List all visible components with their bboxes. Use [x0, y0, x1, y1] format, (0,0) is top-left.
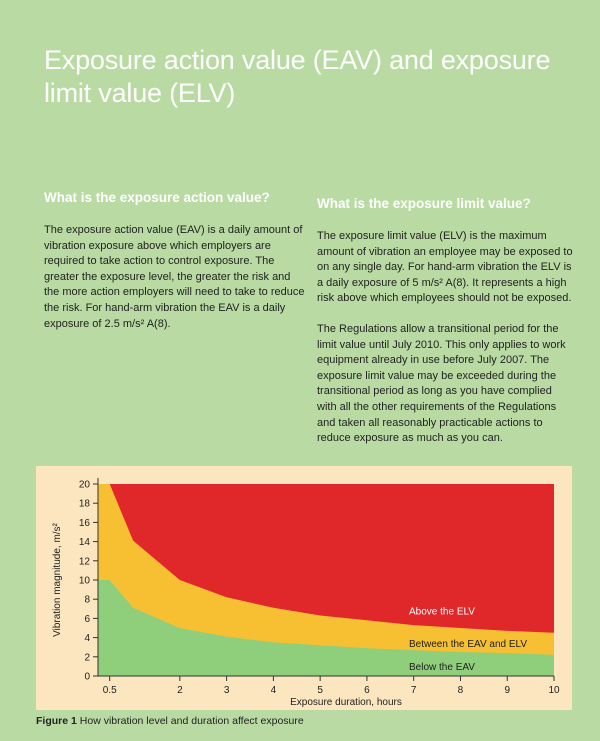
x-tick-label: 8: [457, 685, 464, 696]
y-tick-label: 14: [78, 537, 90, 549]
eav-paragraph: The exposure action value (EAV) is a daily amount of vibration exposure above which employers are required to take action to control exposure. The greater the exposure level, the greater the risk and the more action employers will need to take to reduce the risk. For hand-arm vibration the EAV is a daily exposure of 2.5 m/s² A(8).: [44, 224, 305, 330]
y-tick-label: 4: [84, 633, 90, 645]
eav-heading: What is the exposure action value?: [44, 190, 270, 205]
elv-heading: What is the exposure limit value?: [317, 196, 531, 211]
x-tick-label: 4: [270, 685, 277, 696]
x-tick-label: 2: [177, 685, 183, 696]
x-tick-label: 7: [410, 685, 417, 696]
label-above-elv: Above the ELV: [409, 606, 475, 618]
y-tick-label: 16: [78, 517, 90, 529]
eav-section: [44, 190, 306, 347]
y-tick-label: 6: [84, 613, 90, 625]
y-tick-label: 20: [78, 479, 90, 491]
figure-panel: [36, 466, 572, 710]
y-axis-label: Vibration magnitude, m/s²: [52, 523, 63, 637]
x-tick-label: 3: [223, 685, 230, 696]
y-tick-label: 8: [84, 594, 90, 606]
figure-caption-text: How vibration level and duration affect exposure: [79, 715, 304, 727]
page-title: Exposure action value (EAV) and exposure limit value (ELV): [44, 45, 551, 108]
exposure-chart: [36, 466, 572, 710]
x-tick-label: 0.5: [102, 685, 117, 696]
elv-section: [317, 196, 573, 462]
x-tick-label: 6: [364, 685, 370, 696]
y-tick-label: 10: [78, 575, 90, 587]
y-tick-label: 2: [84, 652, 90, 664]
y-tick-label: 12: [78, 556, 90, 568]
x-tick-label: 9: [504, 685, 511, 696]
elv-paragraph-2: The Regulations allow a transitional period for the limit value until July 2010. This only applies to work equipment already in use before July 2007. The exposure limit value may be exceeded during the transitional period as long as you have complied with all the other requirements of the Regulations and taken all reasonably practicable actions to reduce exposure as much as you can.: [317, 322, 566, 445]
figure-label: Figure 1: [36, 715, 77, 727]
x-axis-label: Exposure duration, hours: [290, 697, 402, 708]
figure-caption: [36, 715, 304, 727]
elv-paragraph-1: The exposure limit value (ELV) is the maximum amount of vibration an employee may be exposed to on any single day. For hand-arm vibration the ELV is a daily exposure of 5 m/s² A(8). It represents a high risk above which employees should not be exposed.: [317, 230, 573, 305]
x-tick-label: 10: [548, 685, 560, 696]
label-between-eav-elv: Between the EAV and ELV: [409, 639, 528, 651]
y-tick-label: 18: [78, 498, 90, 510]
y-tick-label: 0: [84, 671, 90, 683]
x-tick-label: 5: [317, 685, 323, 696]
label-below-eav: Below the EAV: [409, 662, 475, 674]
